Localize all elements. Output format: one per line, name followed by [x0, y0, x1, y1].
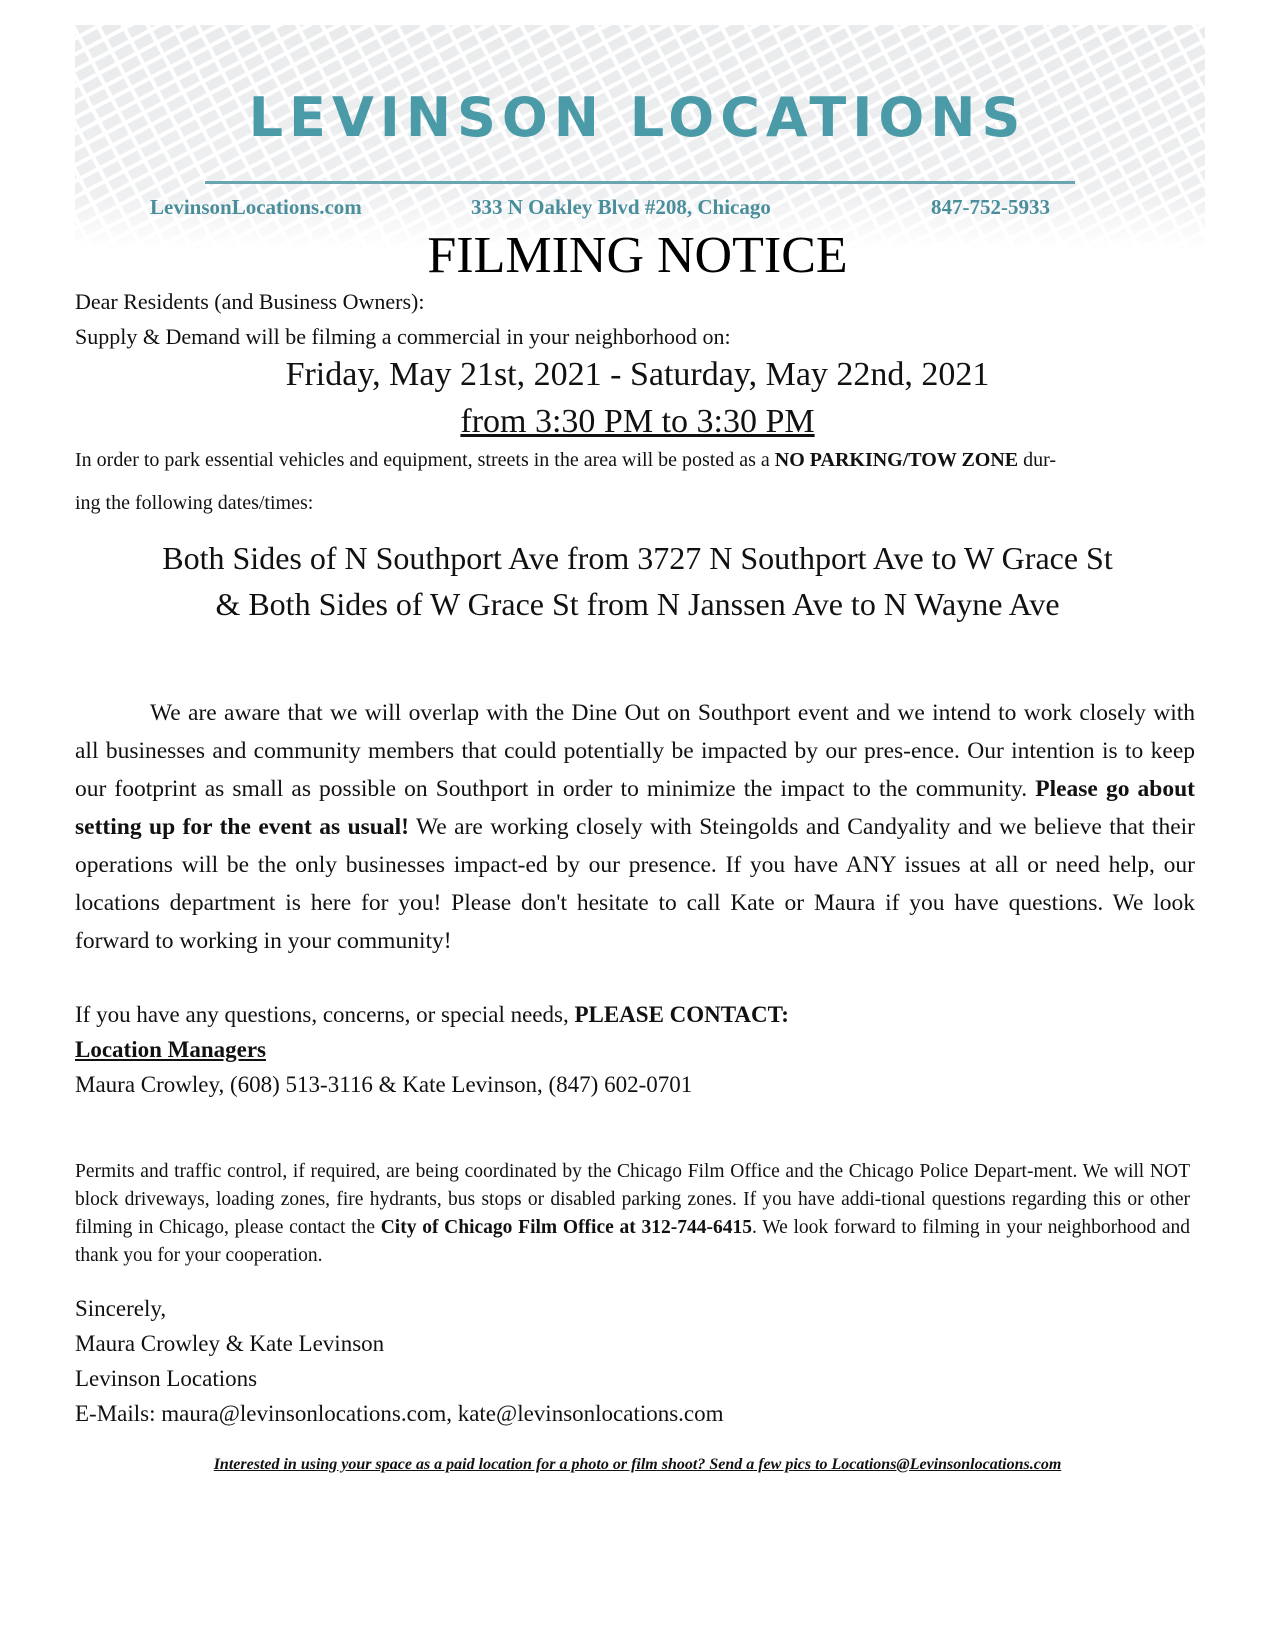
header-divider: [205, 181, 1075, 184]
parking-notice-line-1: In order to park essential vehicles and equipment, streets in the area will be posted as a NO PARKING/TOW ZONE dur-: [75, 449, 1057, 471]
footer-solicitation-link[interactable]: Interested in using your space as a paid location for a photo or film shoot? Send a few pics to Locations@Levinsonlocations.com: [213, 1456, 1062, 1473]
brand-logo-text: LEVINSON LOCATIONS: [248, 86, 1027, 149]
location-managers-heading: Location Managers: [75, 1037, 267, 1062]
location-line-2: & Both Sides of W Grace St from N Janssen Ave to N Wayne Ave: [215, 586, 1060, 622]
contact-emails[interactable]: E-Mails: maura@levinsonlocations.com, kate@levinsonlocations.com: [75, 1401, 724, 1426]
office-address: 333 N Oakley Blvd #208, Chicago: [471, 195, 771, 219]
location-line-1: Both Sides of N Southport Ave from 3727 N Southport Ave to W Grace St: [162, 540, 1113, 576]
closing: Sincerely,: [75, 1296, 167, 1321]
manager-contacts: Maura Crowley, (608) 513-3116 & Kate Levinson, (847) 602-0701: [75, 1072, 693, 1097]
page-title: FILMING NOTICE: [427, 227, 848, 284]
greeting: Dear Residents (and Business Owners):: [75, 289, 425, 314]
office-phone: 847-752-5933: [931, 195, 1050, 219]
contact-prompt: If you have any questions, concerns, or special needs, PLEASE CONTACT:: [75, 1002, 789, 1027]
filming-dates: Friday, May 21st, 2021 - Saturday, May 22nd, 2021: [285, 356, 990, 393]
intro-line: Supply & Demand will be filming a commercial in your neighborhood on:: [75, 324, 731, 349]
parking-notice-line-2: ing the following dates/times:: [75, 492, 314, 514]
permits-paragraph: Permits and traffic control, if required, are being coordinated by the Chicago Film Office and the Chicago Police Depart-ment. We will NOT block driveways, loading zones, fire hydrants, bus stops or disabled parking zones. If you have addi-tional questions regarding this or other filming in Chicago, please contact the City of Chicago Film Office at 312-744-6415. We look forward to filming in your neighborhood and thank you for your cooperation.: [75, 1161, 1191, 1266]
body-paragraph: We are aware that we will overlap with the Dine Out on Southport event and we intend to work closely with all businesses and community members that could potentially be impacted by our pres-ence. Our intention is to keep our footprint as small as possible on Southport in order to minimize the impact to the community. Please go about setting up for the event as usual! We are working closely with Steingolds and Candyality and we believe that their operations will be the only businesses impact-ed by our presence. If you have ANY issues at all or need help, our locations department is here for you! Please don't hesitate to call Kate or Maura if you have questions. We look forward to working in your community!: [75, 700, 1195, 954]
website-link[interactable]: LevinsonLocations.com: [150, 195, 362, 219]
company-name: Levinson Locations: [75, 1366, 258, 1391]
filming-times: from 3:30 PM to 3:30 PM: [460, 403, 815, 440]
signatory-names: Maura Crowley & Kate Levinson: [75, 1331, 385, 1356]
